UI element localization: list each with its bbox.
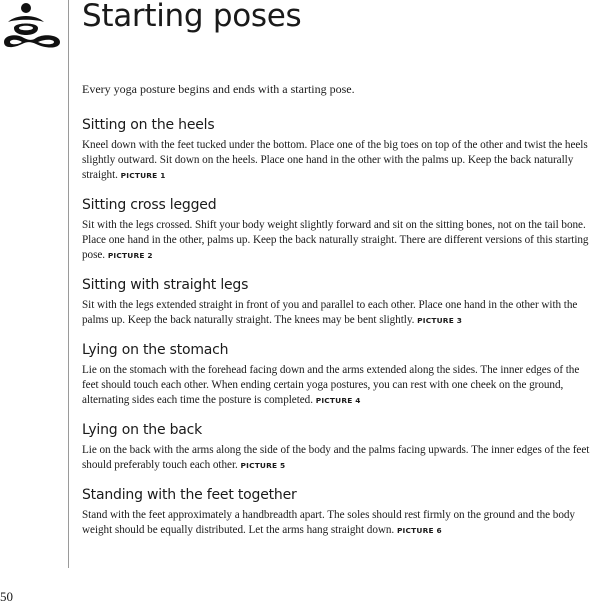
pose-description <box>82 218 598 263</box>
intro-text: Every yoga posture begins and ends with a starting pose. <box>82 82 355 96</box>
page-number: 50 <box>0 589 13 604</box>
pose-section <box>82 276 598 328</box>
margin-rule <box>68 0 69 568</box>
pose-text: Kneel down with the feet tucked under the bottom. Place one of the big toes on top of the other and twist the heels slightly outward. Sit down on the heels. Place one hand in the other with the palms up. Keep the back naturally straight. <box>82 139 588 181</box>
pose-heading: Standing with the feet together <box>82 487 297 503</box>
pose-section <box>82 196 598 263</box>
pose-section <box>82 421 598 473</box>
pose-sections <box>82 116 598 551</box>
pose-description <box>82 298 598 328</box>
pose-text: Lie on the stomach with the forehead facing down and the arms extended along the sides. The inner edges of the feet should touch each other. When ending certain yoga postures, you can rest with one cheek on the ground, alternating sides each time the posture is completed. <box>82 364 580 406</box>
pose-heading: Sitting with straight legs <box>82 277 249 293</box>
pose-heading: Sitting on the heels <box>82 117 215 133</box>
pose-description <box>82 508 598 538</box>
picture-reference: PICTURE 2 <box>107 251 153 260</box>
meditating-figure-icon <box>2 2 62 50</box>
pose-heading: Lying on the back <box>82 422 203 438</box>
picture-reference: PICTURE 3 <box>417 316 463 325</box>
pose-section <box>82 116 598 183</box>
pose-text: Lie on the back with the arms along the side of the body and the palms facing upwards. The inner edges of the feet should preferably touch each other. <box>82 444 590 471</box>
picture-reference: PICTURE 4 <box>315 396 361 405</box>
pose-description <box>82 138 598 183</box>
pose-description <box>82 363 598 408</box>
pose-heading: Sitting cross legged <box>82 197 217 213</box>
page-title: Starting poses <box>82 0 302 34</box>
pose-description <box>82 443 598 473</box>
picture-reference: PICTURE 5 <box>240 461 286 470</box>
pose-heading: Lying on the stomach <box>82 342 229 358</box>
pose-section <box>82 341 598 408</box>
picture-reference: PICTURE 6 <box>396 526 442 535</box>
pose-text: Sit with the legs crossed. Shift your body weight slightly forward and sit on the sitting bones, not on the tail bone. Place one hand in the other, palms up. Keep the back naturally straight. There are different versions of this starting pose. <box>82 219 589 261</box>
picture-reference: PICTURE 1 <box>120 171 166 180</box>
pose-text: Stand with the feet approximately a handbreadth apart. The soles should rest firmly on the ground and the body weight should be equally distributed. Let the arms hang straight down. <box>82 509 575 536</box>
pose-text: Sit with the legs extended straight in front of you and parallel to each other. Place one hand in the other with the palms up. Keep the back naturally straight. The knees may be bent slightly. <box>82 299 578 326</box>
pose-section <box>82 486 598 538</box>
